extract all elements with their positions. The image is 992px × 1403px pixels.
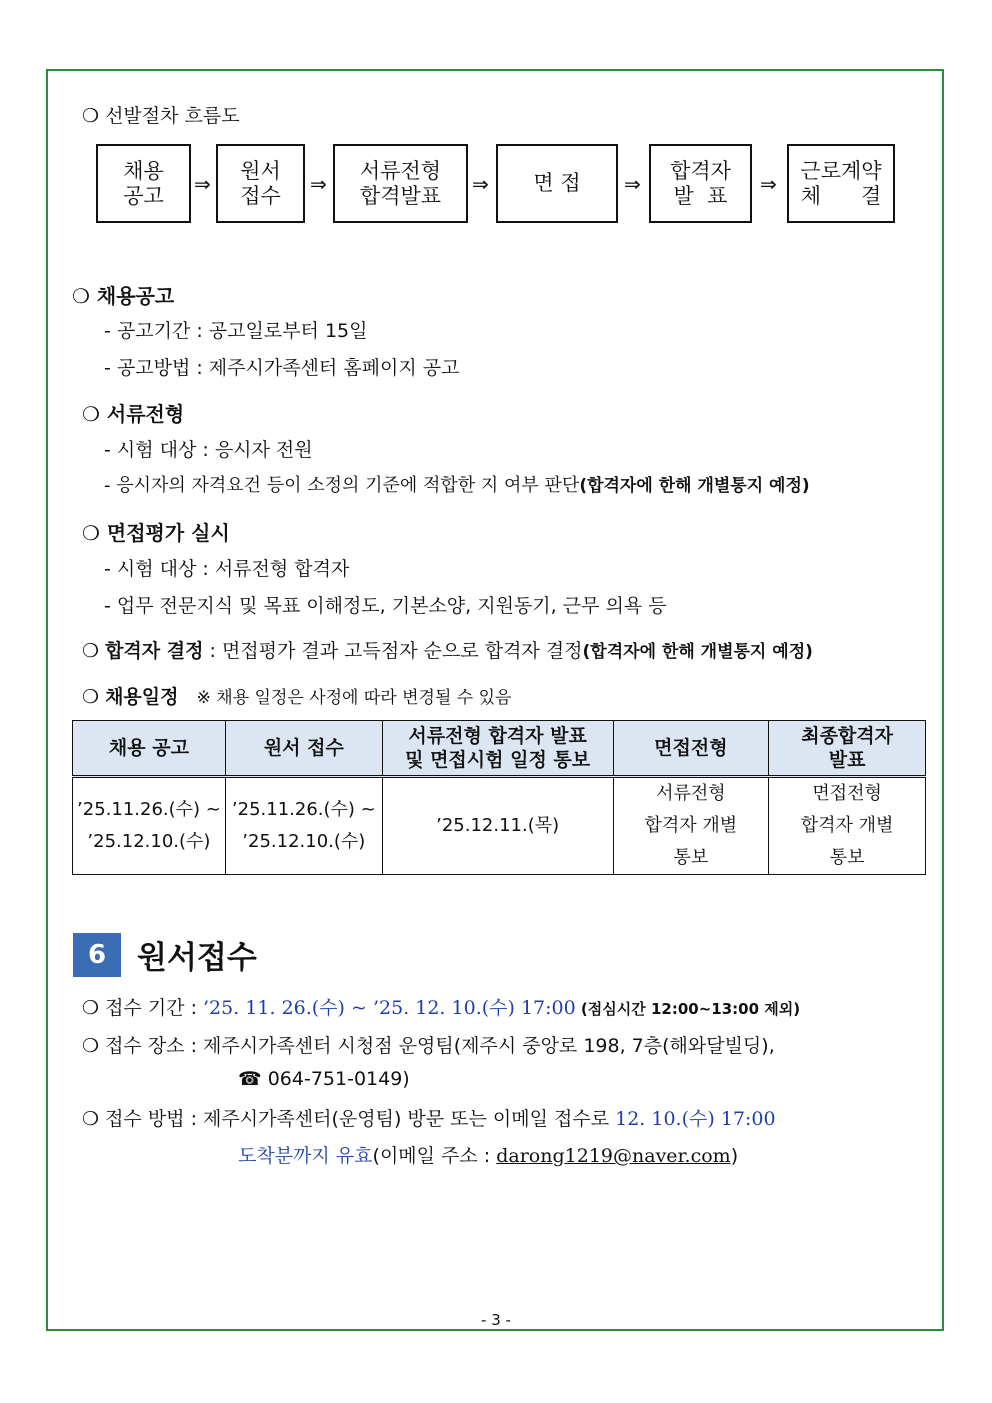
flow-arrow-icon: ⇒ xyxy=(760,172,777,196)
interview-target: - 시험 대상 : 서류전형 합격자 xyxy=(104,558,350,580)
document-target: - 시험 대상 : 응시자 전원 xyxy=(104,439,313,461)
section-number-badge: 6 xyxy=(73,933,121,977)
email-link[interactable]: darong1219@naver.com xyxy=(496,1145,731,1167)
notice-heading: ❍ 채용공고 xyxy=(72,284,175,308)
section-title: 원서접수 xyxy=(137,940,257,976)
contact-phone: ☎ 064-751-0149) xyxy=(238,1068,410,1090)
table-header-cell: 서류전형 합격자 발표 및 면접시험 일정 통보 xyxy=(382,721,613,777)
flow-step-recruit-notice: 채용 공고 xyxy=(96,144,191,223)
interview-heading: ❍ 면접평가 실시 xyxy=(82,521,230,545)
application-period: ❍ 접수 기간 : ’25. 11. 26.(수) ~ ’25. 12. 10.(수) 17:00 (점심시간 12:00~13:00 제외) xyxy=(82,997,801,1019)
flow-arrow-icon: ⇒ xyxy=(472,172,489,196)
table-row xyxy=(73,777,926,875)
flow-step-document-result: 서류전형 합격발표 xyxy=(333,144,468,223)
notice-period: - 공고기간 : 공고일로부터 15일 xyxy=(104,320,368,342)
application-place: ❍ 접수 장소 : 제주시가족센터 시청점 운영팀(제주시 중앙로 198, 7층(해와달빌딩), xyxy=(82,1035,775,1057)
page-number: - 3 - xyxy=(481,1311,511,1329)
notice-method: - 공고방법 : 제주시가족센터 홈페이지 공고 xyxy=(104,357,460,379)
table-cell: ’25.11.26.(수) ~ ’25.12.10.(수) xyxy=(225,777,382,875)
table-cell: 면접전형 합격자 개별 통보 xyxy=(769,777,926,875)
flow-heading: ❍ 선발절차 흐름도 xyxy=(82,105,240,127)
schedule-table xyxy=(72,720,926,875)
document-heading: ❍ 서류전형 xyxy=(82,402,185,426)
table-cell: ’25.11.26.(수) ~ ’25.12.10.(수) xyxy=(73,777,226,875)
flow-arrow-icon: ⇒ xyxy=(624,172,641,196)
table-cell: 서류전형 합격자 개별 통보 xyxy=(613,777,769,875)
flow-step-interview: 면 접 xyxy=(496,144,618,223)
table-header-cell: 면접전형 xyxy=(613,721,769,777)
document-criteria: - 응시자의 자격요건 등이 소정의 기준에 적합한 지 여부 판단(합격자에 한해 개별통지 예정) xyxy=(104,475,810,496)
table-header-cell: 최종합격자 발표 xyxy=(769,721,926,777)
table-header-cell: 원서 접수 xyxy=(225,721,382,777)
flow-step-final-result: 합격자 발 표 xyxy=(649,144,752,223)
decision-line: ❍ 합격자 결정 : 면접평가 결과 고득점자 순으로 합격자 결정(합격자에 한해 개별통지 예정) xyxy=(82,640,813,662)
flow-step-application: 원서 접수 xyxy=(216,144,305,223)
table-cell: ’25.12.11.(목) xyxy=(382,777,613,875)
flow-step-contract: 근로계약 체 결 xyxy=(787,144,895,223)
flow-arrow-icon: ⇒ xyxy=(310,172,327,196)
flow-arrow-icon: ⇒ xyxy=(194,172,211,196)
application-method-cont: 도착분까지 유효(이메일 주소 : darong1219@naver.com) xyxy=(238,1145,739,1167)
schedule-heading: ❍ 채용일정 ※ 채용 일정은 사정에 따라 변경될 수 있음 xyxy=(82,686,512,708)
application-method: ❍ 접수 방법 : 제주시가족센터(운영팀) 방문 또는 이메일 접수로 12. 10.(수) 17:00 xyxy=(82,1108,776,1130)
table-header-row xyxy=(73,721,926,777)
table-header-cell: 채용 공고 xyxy=(73,721,226,777)
interview-criteria: - 업무 전문지식 및 목표 이해정도, 기본소양, 지원동기, 근무 의욕 등 xyxy=(104,595,667,617)
